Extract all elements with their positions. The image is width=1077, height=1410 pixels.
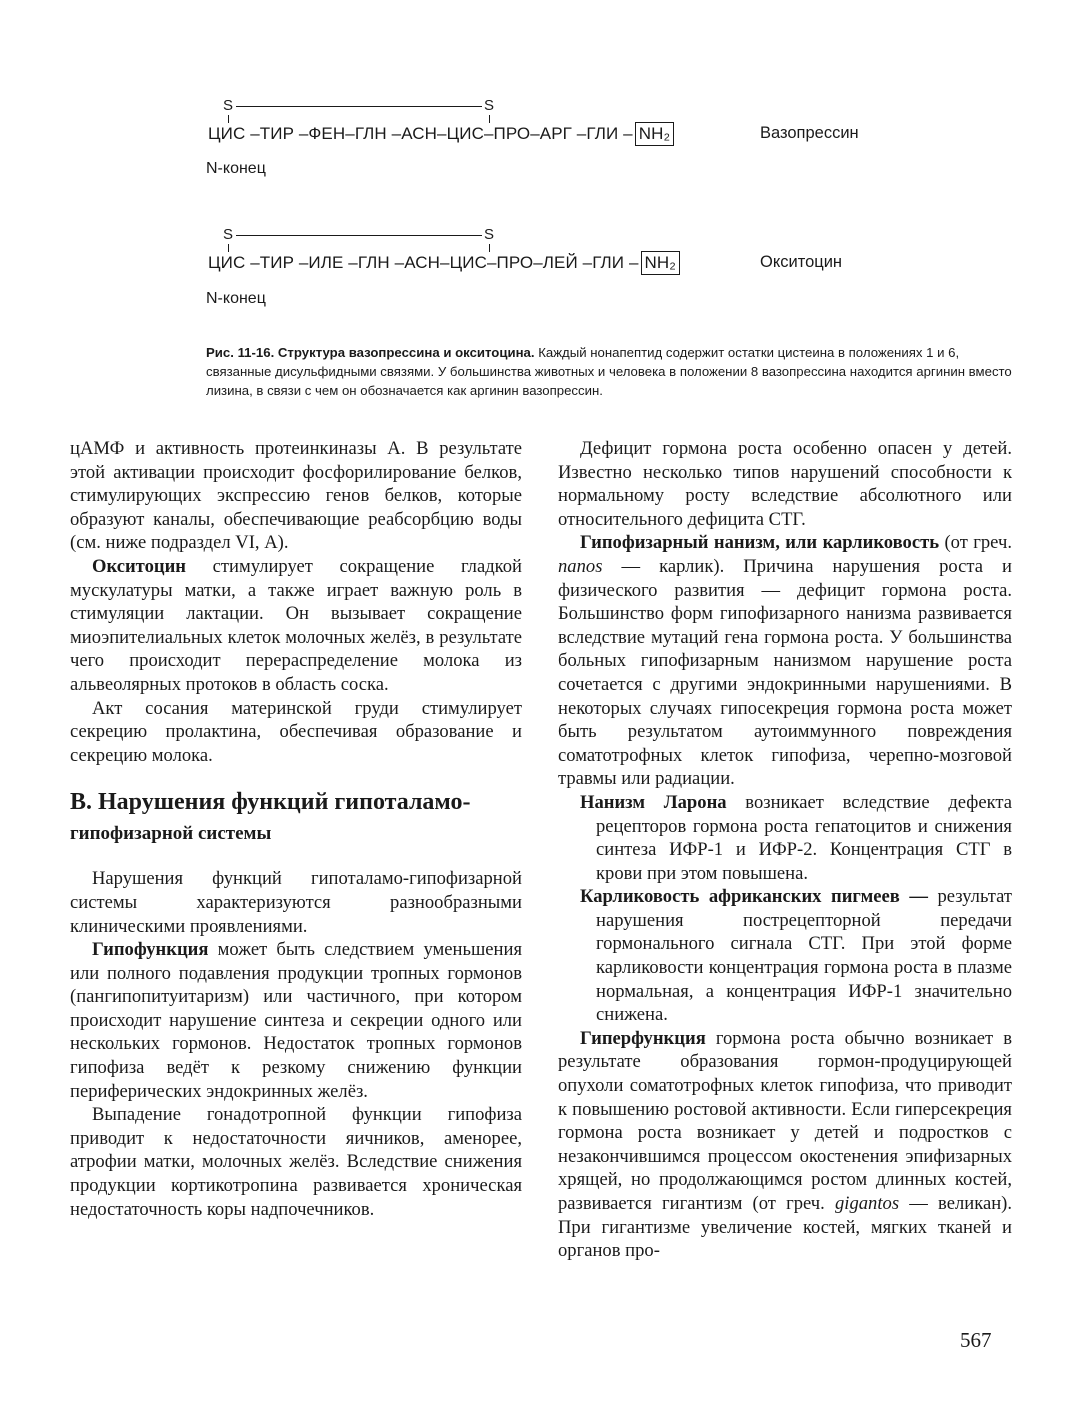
- disulfide-s-left: S: [223, 97, 234, 114]
- residue: ЦИС: [446, 124, 484, 143]
- paragraph: Окситоцин стимулирует сокращение гладкой мускулатуры матки, а также играет важную роль в стимуляции лактации. Он вызывает сокращение миоэпителиальных клеток молочных желёз, в результате чего происходит перераспределение молока из альвеолярных протоков в область соска.: [70, 555, 522, 695]
- paragraph: Гипофункция может быть следствием уменьшения или полного подавления продукции тропных гормонов (пангипопитуитаризм) или частичного, при котором происходит нарушение синтеза и секреции одного или нескольких гормонов. Недостаток тропных гормонов гипофиза ведёт к резкому снижению функции периферических эндокринных желёз.: [70, 939, 522, 1102]
- residue: АСН: [404, 253, 441, 272]
- residue: ПРО: [493, 124, 531, 143]
- paragraph: Выпадение гонадотропной функции гипофиза приводит к недостаточности яичников, аменорее, атрофии матки, молочных желёз. Вследствие снижения продукции кортикотропина развивается хроническая недостаточность коры надпочечников.: [70, 1104, 522, 1220]
- oxytocin-label: Окситоцин: [760, 253, 843, 271]
- n-terminus-label: N-конец: [206, 160, 266, 177]
- residue: ФЕН: [308, 124, 346, 143]
- list-item: Нанизм Ларона возникает вследствие дефекта рецепторов гормона роста гепатоцитов и снижения синтеза ИФР-1 и ИФР-2. Концентрация СТГ в крови при этом повышена.: [580, 791, 1012, 884]
- paragraph: Гипофизарный нанизм, или карликовость (от греч. nanos — карлик). Причина нарушения роста и физического развития — дефицит гормона роста. Большинство форм гипофизарного нанизма развивается вследствие мутаций гена гормона роста. У большинства больных гипофизарным нанизмом нарушение роста сочетается с другими эндокринными нарушениями. В некоторых случаях гипосекреция гормона роста может быть результатом аутоиммунного повреждения соматотрофных клеток гипофиза, черепно-мозговой травмы или радиации.: [558, 532, 1012, 790]
- disulfide-s-right: S: [484, 226, 495, 243]
- vasopressin-chain: ЦИС –ТИР –ФЕН–ГЛН –АСН–ЦИС–ПРО–АРГ –ГЛИ – NH₂: [208, 122, 674, 146]
- term: Карликовость африканских пигмеев —: [580, 886, 928, 908]
- residue: ПРО: [496, 253, 534, 272]
- paragraph: Акт сосания материнской груди стимулирует секрецию пролактина, обеспечивая образование и секрецию молока.: [70, 697, 522, 766]
- paragraph: Дефицит гормона роста особенно опасен у детей. Известно несколько типов нарушений способности к нормальному росту вследствие абсолютного или относительного дефицита СТГ.: [558, 438, 1012, 530]
- caption-text: Каждый нонапептид содержит остатки цистеина в положениях 1 и 6, связанные дисульфидными связями. У большинства животных и человека в положении 8 вазопрессина находится аргинин вместо лизина, в связи с чем он обозначается как аргинин вазопрессин.: [206, 345, 1012, 398]
- term: Нанизм Ларона: [580, 791, 727, 813]
- page-number: 567: [960, 1328, 992, 1352]
- amide-box: NH₂: [635, 122, 674, 146]
- residue: ЛЕЙ: [542, 253, 578, 272]
- term: Окситоцин: [92, 555, 187, 577]
- disulfide-s-right: S: [484, 97, 495, 114]
- right-column: [558, 437, 1012, 1263]
- residue: ТИР: [259, 124, 295, 143]
- section-heading: В. Нарушения функций гипоталамо- гипофизарной системы: [70, 789, 471, 845]
- term: Гиперфункция: [580, 1027, 706, 1049]
- figure-caption: [206, 343, 1016, 400]
- list-item: Карликовость африканских пигмеев — результат нарушения пострецепторной передачи гормонального сигнала СТГ. При этой форме карликовости концентрация гормона роста в плазме нормальная, а концентрация ИФР-1 значительно снижена.: [580, 886, 1012, 1026]
- residue: ГЛИ: [592, 253, 625, 272]
- residue: ГЛН: [354, 124, 387, 143]
- residue: ГЛИ: [586, 124, 619, 143]
- paragraph: Нарушения функций гипоталамо-гипофизарной системы характеризуются разнообразными клиническими проявлениями.: [70, 868, 522, 937]
- vasopressin-label: Вазопрессин: [760, 124, 859, 142]
- caption-label: Рис. 11-16. Структура вазопрессина и окситоцина.: [206, 345, 535, 360]
- disulfide-bond-line: [236, 106, 482, 107]
- residue: АСН: [401, 124, 438, 143]
- term: Гипофизарный нанизм, или карликовость: [580, 532, 940, 554]
- residue: АРГ: [539, 124, 572, 143]
- disulfide-s-left: S: [223, 226, 234, 243]
- residue: ЦИС: [449, 253, 487, 272]
- residue: ГЛН: [357, 253, 390, 272]
- disulfide-bond-line: [236, 235, 482, 236]
- residue: ИЛЕ: [308, 253, 344, 272]
- oxytocin-chain: ЦИС –ТИР –ИЛЕ –ГЛН –АСН–ЦИС–ПРО–ЛЕЙ –ГЛИ – NH₂: [208, 251, 680, 275]
- residue: ЦИС: [208, 253, 246, 272]
- paragraph: цАМФ и активность протеинкиназы А. В результате этой активации происходит фосфорилирование белков, стимулирующих экспрессию генов белков, которые образуют каналы, обеспечивающие реабсорбцию воды (см. ниже подраздел VI, А).: [70, 438, 522, 554]
- amide-box: NH₂: [641, 251, 680, 275]
- residue: ЦИС: [208, 124, 246, 143]
- left-column: [70, 437, 522, 1221]
- paragraph: Гиперфункция гормона роста обычно возникает в результате образования гормон-продуцирующей опухоли соматотрофных клеток гипофиза, что приводит к повышению ростовой активности. Если гиперсекреция гормона роста возникает у детей и подростков с незакончившимся процессом окостенения эпифизарных хрящей, но продолжающимся ростом длинных костей, развивается гигантизм (от греч. gigantos — великан). При гигантизме увеличение костей, мягких тканей и органов про-: [558, 1027, 1012, 1262]
- residue: ТИР: [259, 253, 295, 272]
- n-terminus-label: N-конец: [206, 290, 266, 307]
- term: Гипофункция: [92, 939, 209, 961]
